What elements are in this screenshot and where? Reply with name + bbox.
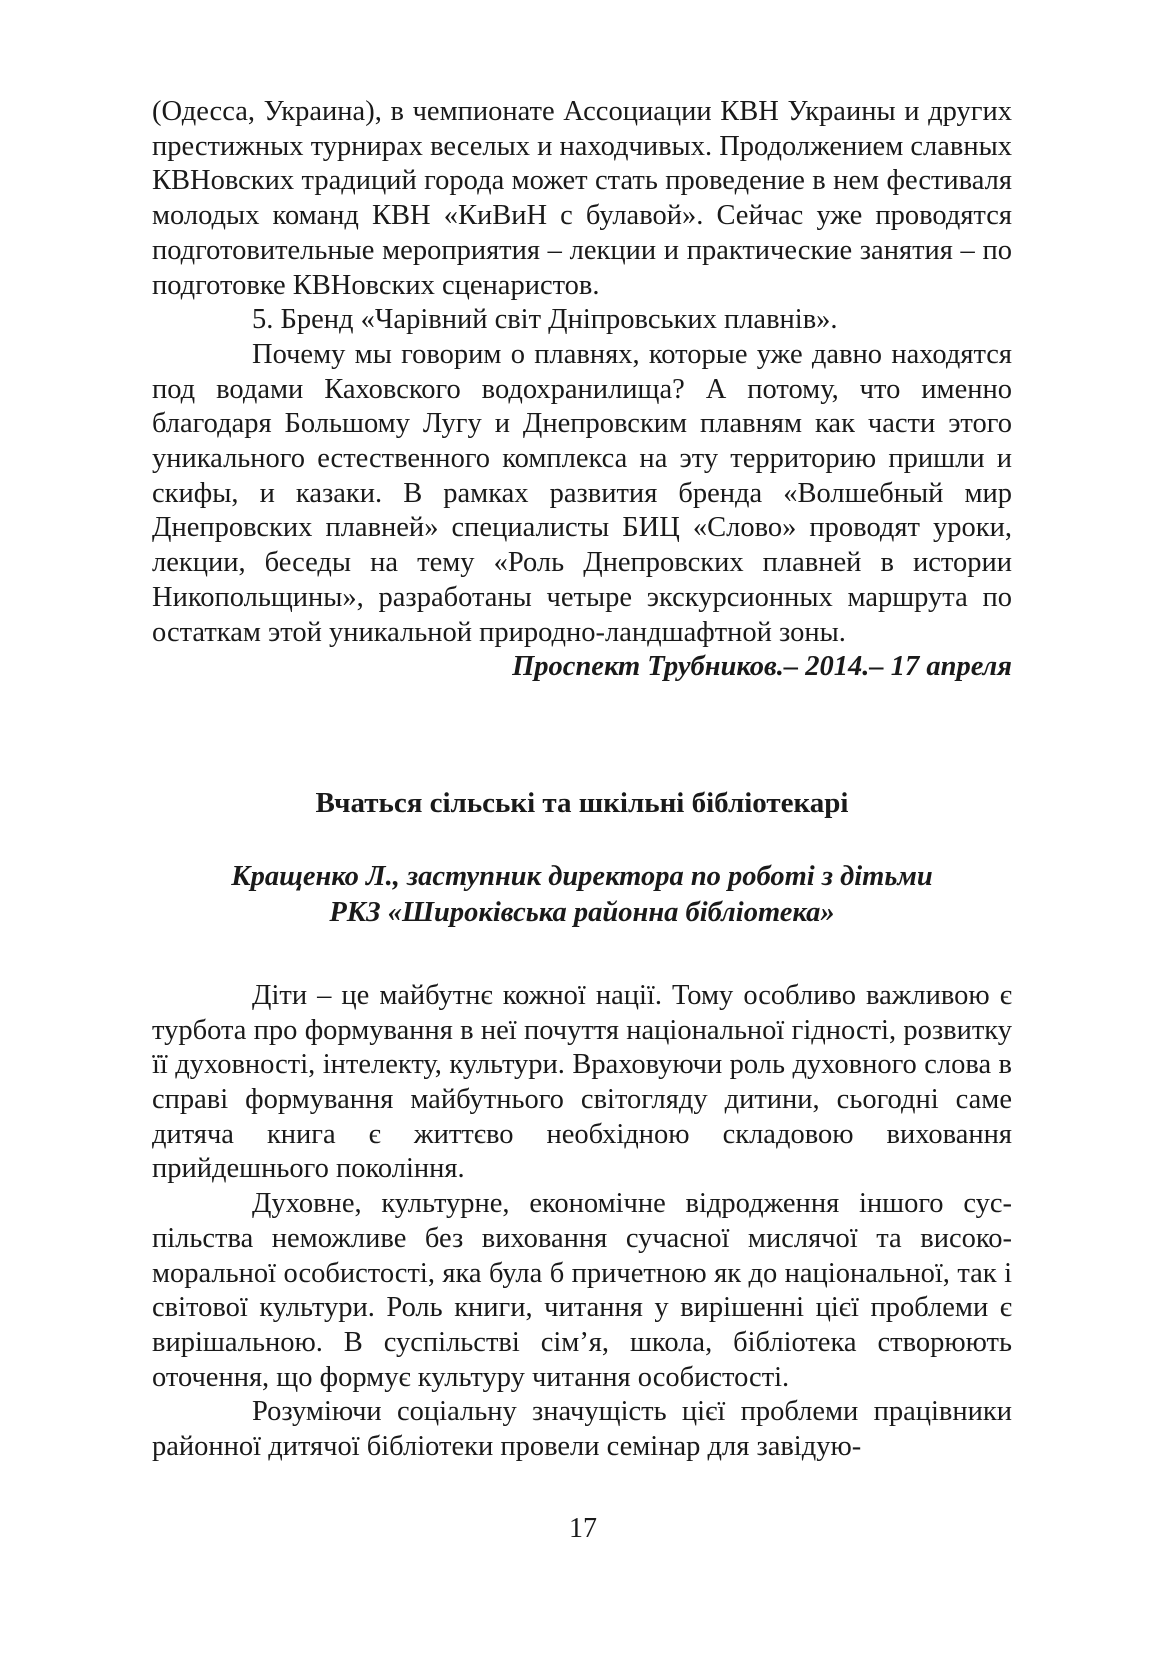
article2-body xyxy=(152,979,1012,1465)
article2-title: Вчаться сільські та шкільні бібліотекарі xyxy=(315,786,849,819)
page-content xyxy=(152,95,1012,1465)
article2-paragraph-2: Духовне, культурне, економічне відродження іншого суспільства неможливе без виховання сучасної мислячої та високоморальної особистості, яка була б причетною як до національної, так і світової культури. Роль книги, читання у вирішенні цієї проблеми є вирішальною. В суспільстві сім’я, школа, бібліотека створюють оточення, що формує культуру читання особистості. xyxy=(152,1188,1012,1393)
article1-paragraph-plavni: Почему мы говорим о плавнях, которые уже давно находятся под водами Каховского водохранилища? А потому, что именно благодаря Большому Лугу и Днепровским плавням как части этого уникального естественного комплекса на эту территорию пришли и скифы, и казаки. В рамках развития бренда «Волшебный мир Днепровских плавней» специалисты БИЦ «Слово» проводят уроки, лекции, беседы на тему «Роль Днепровских плавней в истории Никопольщины», разработаны четыре экскурсионных маршрута по остаткам этой уникальной природно-ландшафтной зоны. xyxy=(152,338,1012,648)
article2-paragraph-1: Діти – це майбутнє кожної нації. Тому особливо важливою є турбота про формування в неї почуття національної гідності, розвитку її духовності, інтелекту, культури. Враховуючи роль духовного слова в справі формування майбутнього світогляду дитини, сьогодні саме дитяча книга є життєво необхідною складовою виховання прийдешнього покоління. xyxy=(152,979,1012,1185)
article1-brand-item: 5. Бренд «Чарівний світ Дніпровських плавнів». xyxy=(252,304,838,336)
page-number: 17 xyxy=(569,1513,597,1544)
article2-paragraph-3: Розуміючи соціальну значущість цієї проблеми працівники районної дитячої бібліотеки провели семінар для завідую- xyxy=(152,1396,1012,1463)
article1-paragraph-continued: (Одесса, Украина), в чемпионате Ассоциации КВН Украины и других престижных турнирах веселых и находчивых. Продолжением славных КВНовских традиций города может стать проведение в нем фестиваля молодых команд КВН «КиВиН с булавой». Сейчас уже проводятся подготовительные мероприятия – лекции и практические занятия – по подготовке КВНовских сценаристов. xyxy=(152,96,1012,301)
byline-organization: РКЗ «Широківська районна бібліотека» xyxy=(329,896,835,928)
byline-author: Кращенко Л., заступник директора по роботі з дітьми xyxy=(231,860,933,892)
article1-source-citation: Проспект Трубников.– 2014.– 17 апреля xyxy=(512,651,1012,683)
article2-byline xyxy=(152,859,1012,931)
